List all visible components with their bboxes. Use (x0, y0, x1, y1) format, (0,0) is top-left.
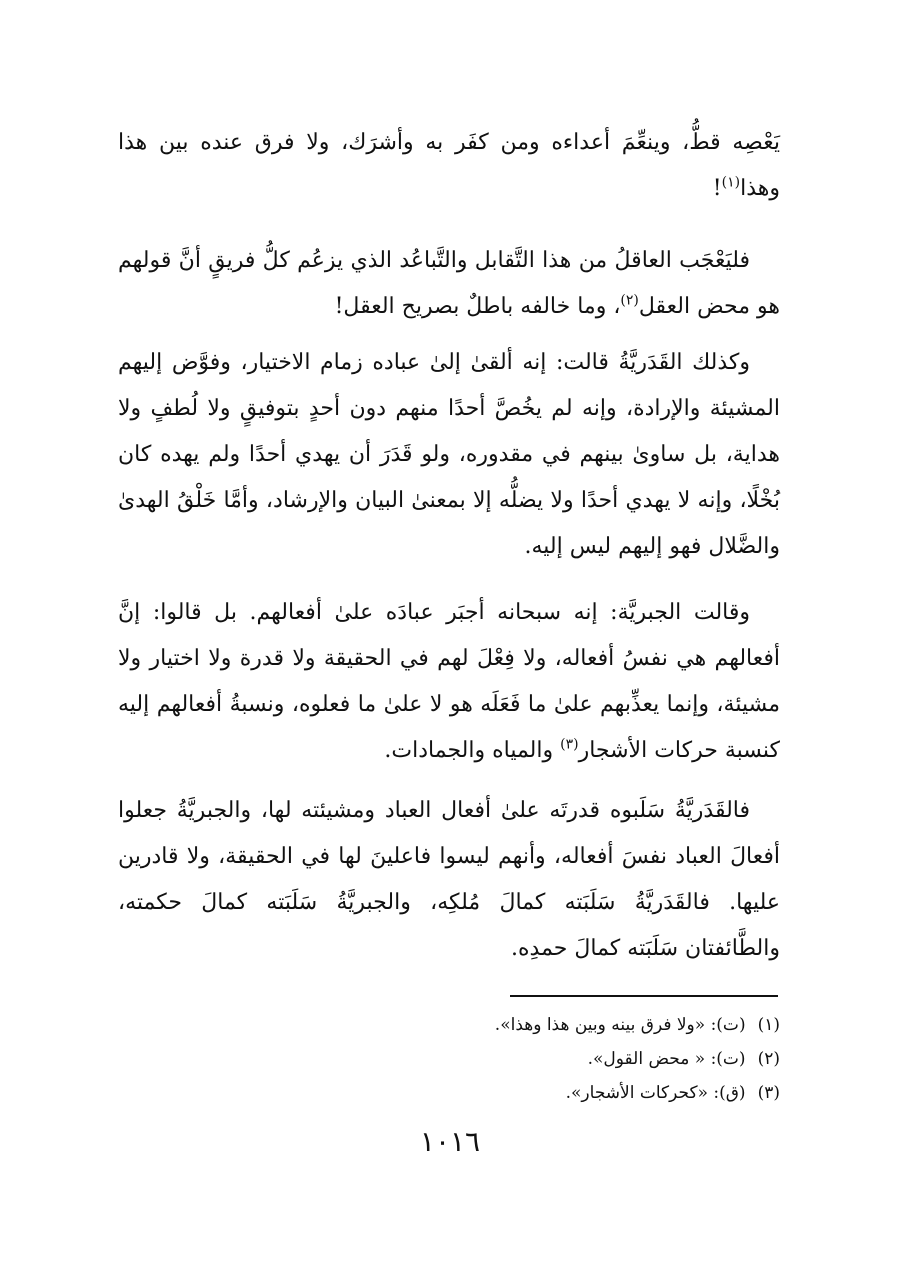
footnote (118, 1042, 780, 1076)
footnote-separator (510, 995, 778, 997)
page-number: ١٠١٦ (419, 1125, 481, 1158)
body-text (118, 590, 780, 774)
paragraph (118, 340, 780, 570)
footnotes (118, 1008, 780, 1110)
body-text (118, 120, 780, 212)
paragraph (118, 590, 780, 774)
paragraph-text: يَعْصِه قطُّ، وينعِّمَ أعداءه ومن كفَر به وأشرَك، ولا فرق عنده بين هذا وهذا (118, 130, 780, 201)
footnote-number: (٣) (757, 1083, 780, 1103)
body-text (118, 238, 780, 330)
paragraph-text: وقالت الجبريَّة: إنه سبحانه أجبَر عبادَه علىٰ أفعالهم. بل قالوا: إنَّ أفعالهم هي نفسُ أفعاله، ولا فِعْلَ لهم في الحقيقة ولا قدرة ولا اختيار ولا مشيئة، وإنما يعذِّبهم علىٰ ما فَعَلَه هو لا علىٰ ما فعلوه، ونسبةُ أفعالهم إليه كنسبة حركات الأشجار (118, 600, 781, 763)
footnote-number: (١) (757, 1015, 780, 1035)
paragraph (118, 238, 780, 330)
footnote-text: (ت): « محض القول». (587, 1049, 746, 1069)
body-text (118, 340, 780, 570)
footnote-text: (ق): «كحركات الأشجار». (565, 1083, 746, 1103)
footnote (118, 1008, 780, 1042)
footnote-marker: (٣) (560, 736, 579, 753)
footnote-marker: (٢) (620, 292, 639, 309)
body-text (118, 788, 780, 972)
paragraph-text: فليَعْجَب العاقلُ من هذا التَّقابل والتَّباعُد الذي يزعُم كلُّ فريقٍ أنَّ قولهم هو محض العقل (118, 248, 780, 319)
paragraph-text-after: والمياه والجمادات. (384, 738, 561, 763)
footnote-number: (٢) (757, 1049, 780, 1069)
paragraph-text-after: ، وما خالفه باطلٌ بصريح العقل! (334, 294, 621, 319)
paragraph-text: فالقَدَريَّةُ سَلَبوه قدرتَه علىٰ أفعال العباد ومشيئته لها، والجبريَّةُ جعلوا أفعالَ العباد نفسَ أفعاله، وأنهم ليسوا فاعلينَ لها في الحقيقة، ولا قادرين عليها. فالقَدَريَّةُ سَلَبَته كمالَ مُلكِه، والجبريَّةُ سَلَبَته كمالَ حكمته، والطَّائفتان سَلَبَته كمالَ حمدِه. (118, 798, 780, 961)
footnote-text: (ت): «ولا فرق بينه وبين هذا وهذا». (494, 1015, 746, 1035)
paragraph-text: وكذلك القَدَريَّةُ قالت: إنه ألقىٰ إلىٰ عباده زمام الاختيار، وفوَّض إليهم المشيئة والإرادة، وإنه لم يخُصَّ أحدًا منهم دون أحدٍ بتوفيقٍ ولا لُطفٍ ولا هداية، بل ساوىٰ بينهم في مقدوره، ولو قَدَرَ أن يهدي أحدًا ولم يهده كان بُخْلًا، وإنه لا يهدي أحدًا ولا يضلُّه إلا بمعنىٰ البيان والإرشاد، وأمَّا خَلْقُ الهدىٰ والضَّلال فهو إليهم ليس إليه. (118, 350, 780, 559)
footnote (118, 1076, 780, 1110)
paragraph-continuation (118, 120, 780, 212)
paragraph-text-after: ! (712, 176, 722, 201)
paragraph (118, 788, 780, 972)
footnote-marker: (١) (721, 174, 741, 191)
